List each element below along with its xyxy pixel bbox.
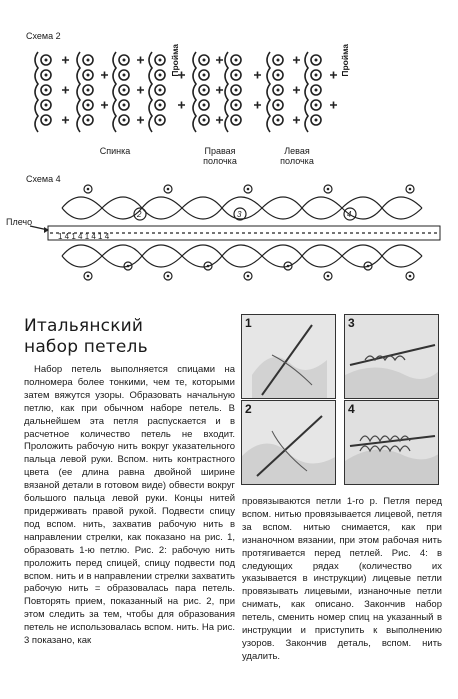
scheme2-armhole-label-2: Пройма [340,44,350,77]
photo-2-hands-illustration [242,401,336,485]
right-text-column [242,496,442,664]
photo-3-hands-illustration [345,315,439,399]
section-title [24,316,148,358]
photo-4-number: 4 [348,402,355,416]
scheme4-diagram [0,180,458,290]
scheme4-number-4: 4 [347,210,352,219]
photo-1-number: 1 [245,316,252,330]
photo-2-number: 2 [245,402,252,416]
scheme4-number-3: 3 [237,210,242,219]
section-title-line2: набор петель [24,337,148,357]
caption-back: Спинка [99,146,131,156]
scheme2-armhole-label-1: Пройма [170,44,180,77]
caption-left-front: Левая полочка [280,146,314,166]
photo-1 [241,314,336,399]
photo-4-hands-illustration [345,401,439,485]
photo-3 [344,314,439,399]
scheme4-pattern [0,180,458,290]
photo-2 [241,400,336,485]
photo-1-hands-illustration [242,315,336,399]
section-title-line1: Итальянский [24,316,144,336]
caption-right-front: Правая полочка [203,146,237,166]
photo-3-number: 3 [348,316,355,330]
scheme4-ruler: 1 4 1 4 1 4 1 4 [58,232,110,241]
photo-4 [344,400,439,485]
scheme4-shoulder-label: Плечо [6,217,33,227]
scheme4-label: Схема 4 [26,174,61,184]
left-column-paragraph: Набор петель выполняется спицами на полномера более тонкими, чем те, которыми затем вяжутся узоры. Образовать начальную петлю, как при обычном наборе петель. В дальнейшем эта петля распускается и в расчетное количество петель не входит. Проложить рабочую нить вокруг указательного пальца левой руки. Вспом. нить контрастного цвета (ее длина равна двойной ширине вязаной детали в готовом виде) обвести вокруг большого пальца левой руки. Концы нитей придерживать правой рукой. Подвести спицу под вспом. нить, захватив рабочую нить в направлении стрелки, как показано на рис. 1, образовать 1-ю петлю. Рис. 2: рабочую нить проложить перед спицей, спицу подвести под вспом. нить и в направлении стрелки захватить рабочую нить = образовалась пара петель. Повторять прием, показанный на рис. 2, при этом следить за тем, чтобы для образования петель не использовалась вспом. нить. На рис. 3 показано, как [24,364,235,647]
left-text-column [24,364,235,648]
scheme2-label: Схема 2 [26,31,61,41]
scheme4-number-2: 2 [137,210,142,219]
right-column-paragraph: провязываются петли 1-го р. Петля перед вспом. нитью провязывается лицевой, петля за вспом. нитью снимается, как при изнаночном вязании, при этом рабочая нить протягивается перед петлей. Рис. 4: в следующих рядах (количество их указывается в инструкции) лицевые петли провязывать лицевыми, изнаночные петли снимать, как описано. Закончив набор петель, сменить номер спиц на указанный в инструкции и приступить к выполнению узоров. Закончив деталь, вспом. нить удалить. [242,496,442,662]
